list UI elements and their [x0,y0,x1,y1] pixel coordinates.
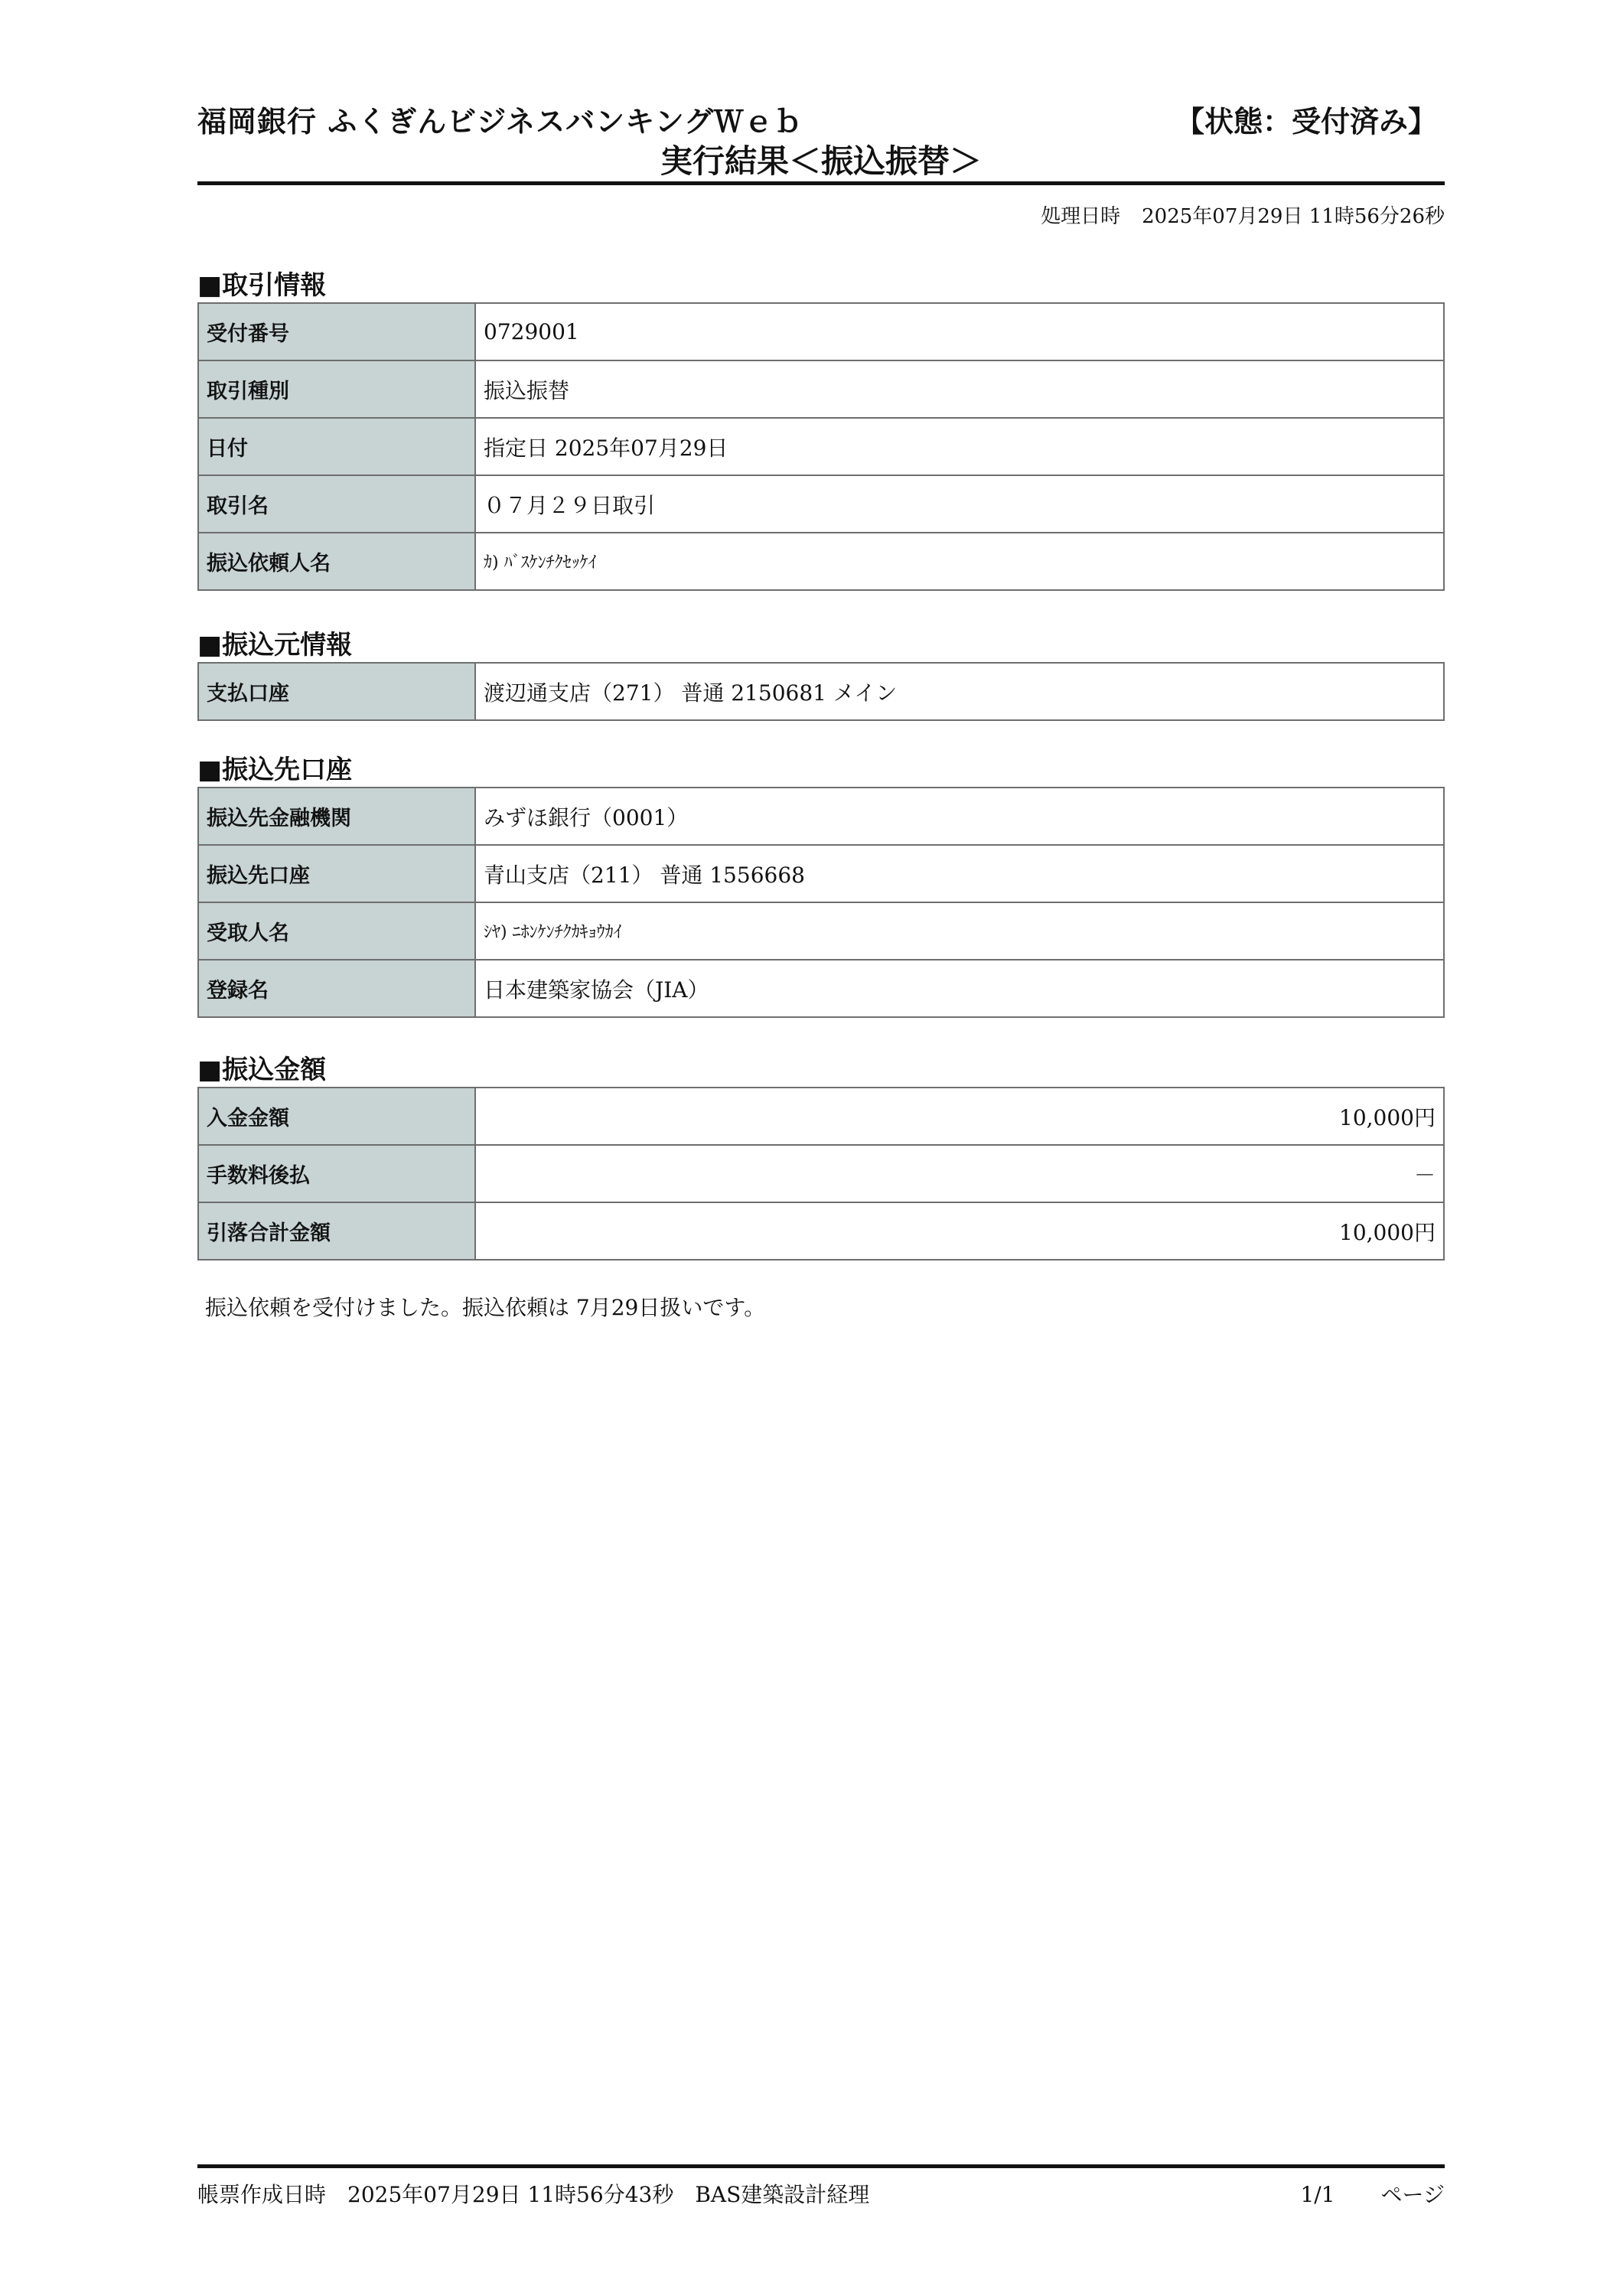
row-label: 振込先金融機関 [198,788,475,845]
created-value: 2025年07月29日 11時56分43秒 [347,2182,674,2207]
page-title: 実行結果＜振込振替＞ [660,142,982,180]
page-label: ページ [1380,2182,1445,2207]
table-row [198,960,1444,1017]
table-row [198,1202,1444,1260]
bank-name: 福岡銀行 ふくぎんビジネスバンキングＷｅｂ [197,104,803,139]
header-divider [197,181,1445,185]
row-label: 取引種別 [198,360,475,418]
destination-table [197,787,1445,1018]
row-value: 青山支店（211） 普通 1556668 [475,845,1444,902]
section-title-source: ■振込元情報 [197,630,353,660]
amount-table [197,1087,1445,1261]
table-row [198,1145,1444,1202]
row-value: 指定日 2025年07月29日 [475,418,1444,475]
document-header [197,98,1445,184]
table-row [198,303,1444,360]
row-value: 0729001 [475,303,1444,360]
row-label: 引落合計金額 [198,1202,475,1260]
table-row [198,663,1444,720]
row-value: 10,000円 [475,1202,1444,1260]
transaction-table [197,302,1445,591]
footer-divider [197,2164,1445,2168]
row-label: 受付番号 [198,303,475,360]
result-note: 振込依頼を受付けました。振込依頼は 7月29日扱いです。 [205,1295,766,1320]
page-number: 1/1 [1300,2182,1335,2207]
footer-created [197,2178,869,2209]
row-label: 日付 [198,418,475,475]
row-value: ｶ) ﾊﾞｽｹﾝﾁｸｾｯｹｲ [475,533,1444,590]
row-label: 登録名 [198,960,475,1017]
processed-datetime [1041,201,1445,229]
table-row [198,475,1444,533]
row-value: ｼﾔ) ﾆﾎﾝｹﾝﾁｸｶｷｮｳｶｲ [475,902,1444,960]
table-row [198,533,1444,590]
table-row [198,1088,1444,1145]
row-label: 振込依頼人名 [198,533,475,590]
status-badge: 【状態：受付済み】 [1175,104,1437,139]
row-value: ０７月２９日取引 [475,475,1444,533]
row-label: 手数料後払 [198,1145,475,1202]
created-label: 帳票作成日時 [197,2182,327,2207]
table-row [198,845,1444,902]
section-title-transaction: ■取引情報 [197,270,327,301]
row-label: 支払口座 [198,663,475,720]
row-label: 受取人名 [198,902,475,960]
document-page [197,0,1445,2296]
section-title-destination: ■振込先口座 [197,755,353,785]
row-label: 振込先口座 [198,845,475,902]
row-value: － [475,1145,1444,1202]
section-title-amount: ■振込金額 [197,1055,327,1085]
source-table [197,662,1445,721]
row-value: 振込振替 [475,360,1444,418]
footer-page [1300,2178,1445,2209]
table-row [198,902,1444,960]
row-value: 日本建築家協会（JIA） [475,960,1444,1017]
row-value: みずほ銀行（0001） [475,788,1444,845]
table-row [198,418,1444,475]
row-value: 渡辺通支店（271） 普通 2150681 メイン [475,663,1444,720]
row-label: 取引名 [198,475,475,533]
creator-name: BAS建築設計経理 [695,2182,870,2207]
row-label: 入金金額 [198,1088,475,1145]
row-value: 10,000円 [475,1088,1444,1145]
table-row [198,360,1444,418]
processed-label: 処理日時 [1041,205,1121,228]
processed-value: 2025年07月29日 11時56分26秒 [1142,205,1445,228]
table-row [198,788,1444,845]
